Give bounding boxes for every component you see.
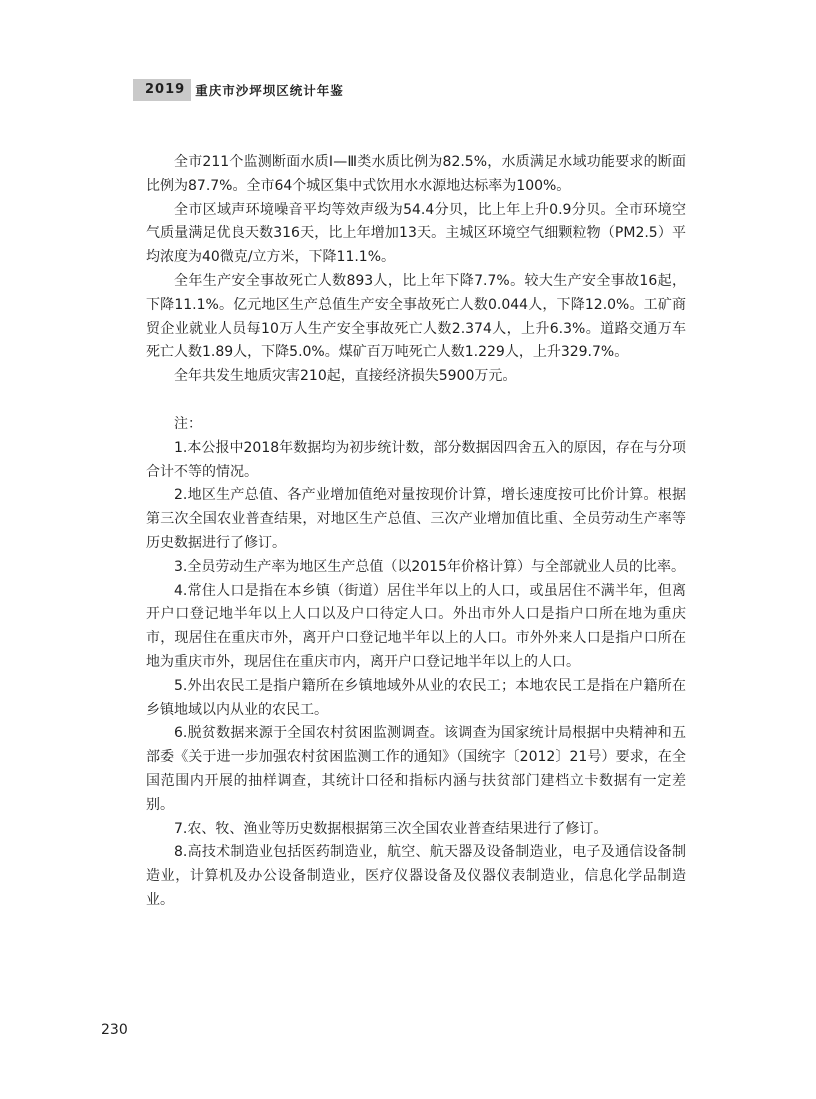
body-paragraph: 全年生产安全事故死亡人数893人，比上年下降7.7%。较大生产安全事故16起，下降11.1%。亿元地区生产总值生产安全事故死亡人数0.044人，下降12.0%。工矿商贸企业就业人员每10万人生产安全事故死亡人数2.374人，上升6.3%。道路交通万车死亡人数1.89人，下降5.0%。煤矿百万吨死亡人数1.229人，上升329.7%。 xyxy=(146,272,686,361)
note-item: 3.全员劳动生产率为地区生产总值（以2015年价格计算）与全部就业人员的比率。 xyxy=(174,558,685,575)
page-body xyxy=(146,151,686,913)
body-paragraph: 全年共发生地质灾害210起，直接经济损失5900万元。 xyxy=(174,368,517,385)
running-header xyxy=(133,78,344,102)
body-paragraph: 全市区域声环境噪音平均等效声级为54.4分贝，比上年上升0.9分贝。全市环境空气质量满足优良天数316天，比上年增加13天。主城区环境空气细颗粒物（PM2.5）平均浓度为40微克/立方米，下降11.1%。 xyxy=(146,201,686,266)
section-spacer xyxy=(146,389,686,413)
note-item: 4.常住人口是指在本乡镇（街道）居住半年以上的人口，或虽居住不满半年，但离开户口登记地半年以上人口以及户口待定人口。外出市外人口是指户口所在地为重庆市，现居住在重庆市外，离开户口登记地半年以上的人口。市外外来人口是指户口所在地为重庆市外，现居住在重庆市内，离开户口登记地半年以上的人口。 xyxy=(146,582,686,670)
body-paragraph: 全市211个监测断面水质Ⅰ—Ⅲ类水质比例为82.5%，水质满足水域功能要求的断面比例为87.7%。全市64个城区集中式饮用水水源地达标率为100%。 xyxy=(146,154,686,194)
note-item: 2.地区生产总值、各产业增加值绝对量按现价计算，增长速度按可比价计算。根据第三次全国农业普查结果，对地区生产总值、三次产业增加值比重、全员劳动生产率等历史数据进行了修订。 xyxy=(146,487,686,551)
notes-title: 注： xyxy=(174,415,202,432)
note-item: 1.本公报中2018年数据均为初步统计数，部分数据因四舍五入的原因，存在与分项合计不等的情况。 xyxy=(146,439,686,480)
note-item: 7.农、牧、渔业等历史数据根据第三次全国农业普查结果进行了修订。 xyxy=(174,820,608,837)
header-year: 2019 xyxy=(133,79,191,101)
note-item: 6.脱贫数据来源于全国农村贫困监测调查。该调查为国家统计局根据中央精神和五部委《关于进一步加强农村贫困监测工作的通知》（国统字〔2012〕21号）要求，在全国范围内开展的抽样调查，其统计口径和指标内涵与扶贫部门建档立卡数据有一定差别。 xyxy=(146,725,686,813)
page-number: 230 xyxy=(101,1022,128,1038)
header-title: 重庆市沙坪坝区统计年鉴 xyxy=(195,83,344,98)
note-item: 5.外出农民工是指户籍所在乡镇地域外从业的农民工；本地农民工是指在户籍所在乡镇地域以内从业的农民工。 xyxy=(146,677,686,718)
note-item: 8.高技术制造业包括医药制造业，航空、航天器及设备制造业，电子及通信设备制造业，计算机及办公设备制造业，医疗仪器设备及仪器仪表制造业，信息化学品制造业。 xyxy=(146,844,686,908)
